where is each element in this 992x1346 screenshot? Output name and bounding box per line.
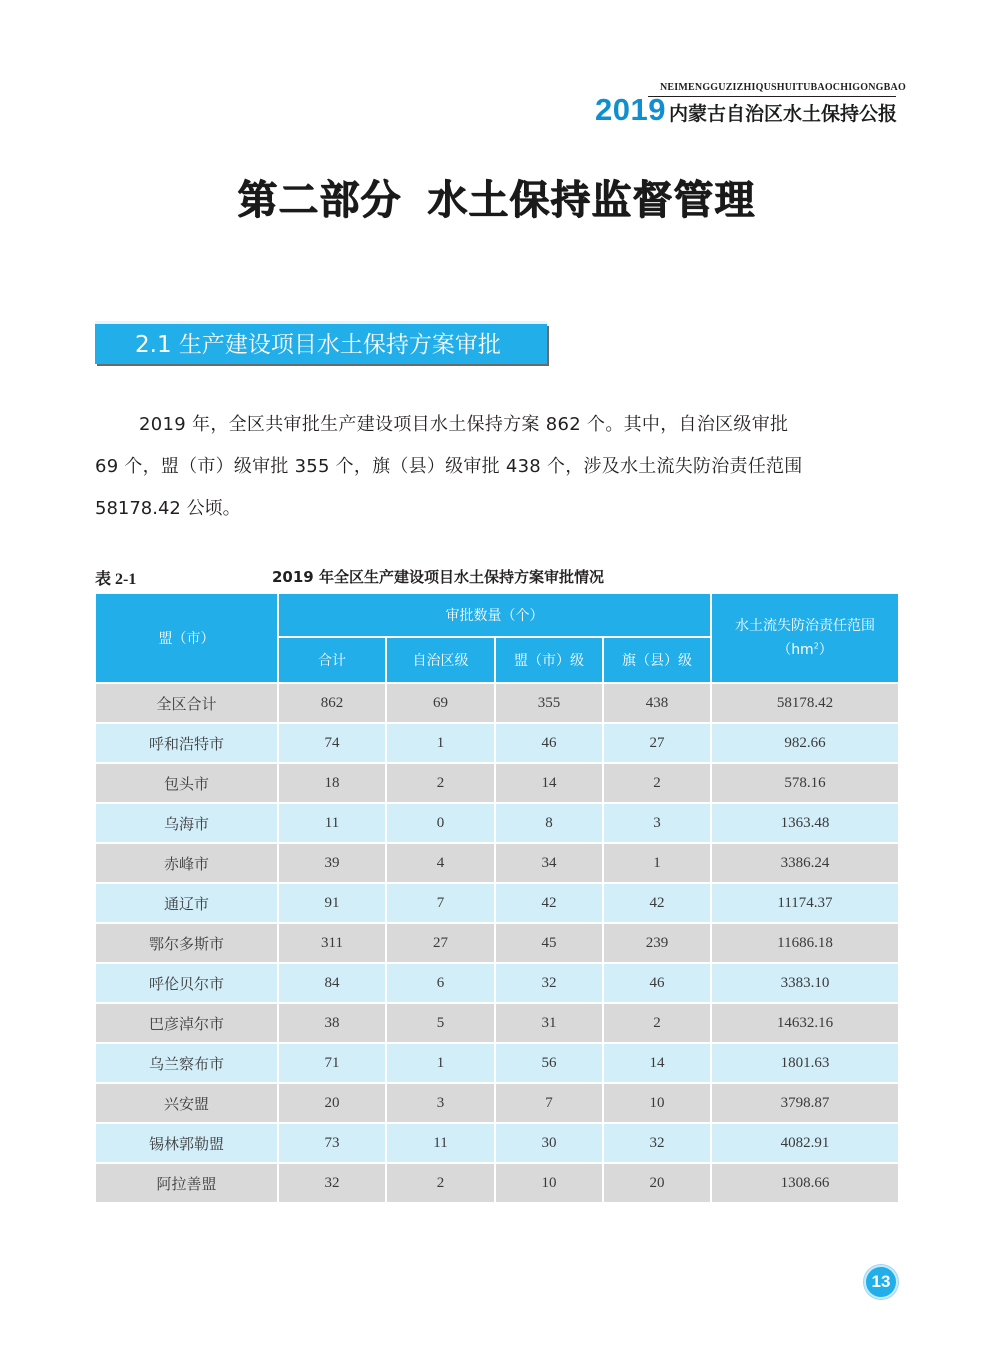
cell-banner: 27 xyxy=(603,723,711,763)
table-row xyxy=(95,1043,899,1083)
cell-autonomous: 11 xyxy=(386,1123,495,1163)
cell-league: 10 xyxy=(495,1163,603,1203)
cell-name: 乌兰察布市 xyxy=(95,1043,278,1083)
header-banner: 旗（县）级 xyxy=(603,637,711,683)
approval-table xyxy=(94,592,900,1204)
header-area-unit: hm xyxy=(791,641,814,658)
cell-league: 31 xyxy=(495,1003,603,1043)
table-header-row xyxy=(95,593,899,637)
cell-name: 包头市 xyxy=(95,763,278,803)
cell-area: 11686.18 xyxy=(711,923,899,963)
header-area-unit-wrap: $(hm^2)$ xyxy=(777,641,833,658)
header-area-unit-sup: 2 xyxy=(813,641,819,651)
cell-banner: 42 xyxy=(603,883,711,923)
cell-league: 56 xyxy=(495,1043,603,1083)
table-row xyxy=(95,923,899,963)
cell-area: 982.66 xyxy=(711,723,899,763)
cell-banner: 14 xyxy=(603,1043,711,1083)
cell-name: 兴安盟 xyxy=(95,1083,278,1123)
page-number: 13 xyxy=(871,1272,891,1291)
cell-autonomous: 2 xyxy=(386,1163,495,1203)
cell-total: 38 xyxy=(278,1003,386,1043)
cell-total: 73 xyxy=(278,1123,386,1163)
cell-name: 鄂尔多斯市 xyxy=(95,923,278,963)
cell-area: 1801.63 xyxy=(711,1043,899,1083)
cell-name: 阿拉善盟 xyxy=(95,1163,278,1203)
cell-name: 赤峰市 xyxy=(95,843,278,883)
table-row xyxy=(95,683,899,723)
table-row xyxy=(95,1003,899,1043)
cell-total: 74 xyxy=(278,723,386,763)
cell-league: 46 xyxy=(495,723,603,763)
cell-autonomous: 1 xyxy=(386,723,495,763)
cell-name: 锡林郭勒盟 xyxy=(95,1123,278,1163)
cell-total: 39 xyxy=(278,843,386,883)
cell-league: 7 xyxy=(495,1083,603,1123)
cell-league: 34 xyxy=(495,843,603,883)
cell-total: 91 xyxy=(278,883,386,923)
table-caption-title: 2019 年全区生产建设项目水土保持方案审批情况 xyxy=(272,568,604,586)
cell-autonomous: 7 xyxy=(386,883,495,923)
cell-banner: 10 xyxy=(603,1083,711,1123)
cell-area: 1308.66 xyxy=(711,1163,899,1203)
table-row xyxy=(95,1083,899,1123)
cell-league: 32 xyxy=(495,963,603,1003)
cell-name: 巴彦淖尔市 xyxy=(95,1003,278,1043)
cell-area: 11174.37 xyxy=(711,883,899,923)
table-caption-number: 表 2-1 xyxy=(95,571,137,588)
cell-total: 311 xyxy=(278,923,386,963)
cell-area: 1363.48 xyxy=(711,803,899,843)
cell-total: 18 xyxy=(278,763,386,803)
part-title-number: 第二部分 xyxy=(237,177,401,223)
cell-autonomous: 69 xyxy=(386,683,495,723)
cell-area: 14632.16 xyxy=(711,1003,899,1043)
cell-banner: 438 xyxy=(603,683,711,723)
cell-name: 呼和浩特市 xyxy=(95,723,278,763)
cell-autonomous: 2 xyxy=(386,763,495,803)
cell-area: 3386.24 xyxy=(711,843,899,883)
header-title xyxy=(585,92,897,126)
cell-area: 4082.91 xyxy=(711,1123,899,1163)
cell-banner: 2 xyxy=(603,1003,711,1043)
table-row xyxy=(95,723,899,763)
cell-total: 20 xyxy=(278,1083,386,1123)
cell-area: 3798.87 xyxy=(711,1083,899,1123)
cell-total: 71 xyxy=(278,1043,386,1083)
cell-autonomous: 27 xyxy=(386,923,495,963)
header-year: 2019 xyxy=(595,92,666,127)
part-title-text: 水土保持监督管理 xyxy=(427,177,755,223)
cell-total: 84 xyxy=(278,963,386,1003)
cell-autonomous: 1 xyxy=(386,1043,495,1083)
cell-banner: 1 xyxy=(603,843,711,883)
table-row xyxy=(95,843,899,883)
cell-name: 乌海市 xyxy=(95,803,278,843)
page-number-badge xyxy=(864,1265,898,1299)
cell-area: 578.16 xyxy=(711,763,899,803)
header-report-name: 内蒙古自治区水土保持公报 xyxy=(668,103,897,125)
paragraph-line-3: 58178.42 公顷。 xyxy=(95,498,241,519)
cell-banner: 3 xyxy=(603,803,711,843)
cell-league: 45 xyxy=(495,923,603,963)
part-title xyxy=(0,168,992,225)
cell-total: 32 xyxy=(278,1163,386,1203)
table-row xyxy=(95,1123,899,1163)
section-header-bar xyxy=(95,324,547,364)
cell-autonomous: 0 xyxy=(386,803,495,843)
cell-league: 355 xyxy=(495,683,603,723)
cell-autonomous: 3 xyxy=(386,1083,495,1123)
paragraph-line-2: 69 个，盟（市）级审批 355 个，旗（县）级审批 438 个，涉及水土流失防治责任范围 xyxy=(95,456,803,477)
header-pinyin: NEIMENGGUZIZHIQUSHUITUBAOCHIGONGBAO xyxy=(660,82,906,93)
header-area-label: 水土流失防治责任范围 xyxy=(735,618,875,635)
cell-league: 30 xyxy=(495,1123,603,1163)
cell-autonomous: 6 xyxy=(386,963,495,1003)
table-body xyxy=(95,683,899,1203)
table-row xyxy=(95,1163,899,1203)
cell-league: 8 xyxy=(495,803,603,843)
header-autonomous: 自治区级 xyxy=(386,637,495,683)
table-row xyxy=(95,803,899,843)
cell-banner: 46 xyxy=(603,963,711,1003)
header-approvals: 审批数量（个） xyxy=(278,593,711,637)
cell-name: 呼伦贝尔市 xyxy=(95,963,278,1003)
cell-autonomous: 5 xyxy=(386,1003,495,1043)
table-row xyxy=(95,883,899,923)
section-title: 2.1 生产建设项目水土保持方案审批 xyxy=(135,332,501,358)
cell-total: 11 xyxy=(278,803,386,843)
table-row xyxy=(95,963,899,1003)
cell-league: 14 xyxy=(495,763,603,803)
header-total: 合计 xyxy=(278,637,386,683)
paragraph-line-1: 2019 年，全区共审批生产建设项目水土保持方案 862 个。其中，自治区级审批 xyxy=(139,414,789,435)
cell-name: 通辽市 xyxy=(95,883,278,923)
cell-name: 全区合计 xyxy=(95,683,278,723)
cell-area: 3383.10 xyxy=(711,963,899,1003)
header-region: 盟（市） xyxy=(95,593,278,683)
cell-banner: 2 xyxy=(603,763,711,803)
cell-banner: 32 xyxy=(603,1123,711,1163)
cell-banner: 239 xyxy=(603,923,711,963)
cell-banner: 20 xyxy=(603,1163,711,1203)
table-row xyxy=(95,763,899,803)
header-league: 盟（市）级 xyxy=(495,637,603,683)
cell-league: 42 xyxy=(495,883,603,923)
cell-area: 58178.42 xyxy=(711,683,899,723)
cell-total: 862 xyxy=(278,683,386,723)
body-paragraph xyxy=(95,404,897,530)
header-area xyxy=(711,593,899,683)
cell-autonomous: 4 xyxy=(386,843,495,883)
